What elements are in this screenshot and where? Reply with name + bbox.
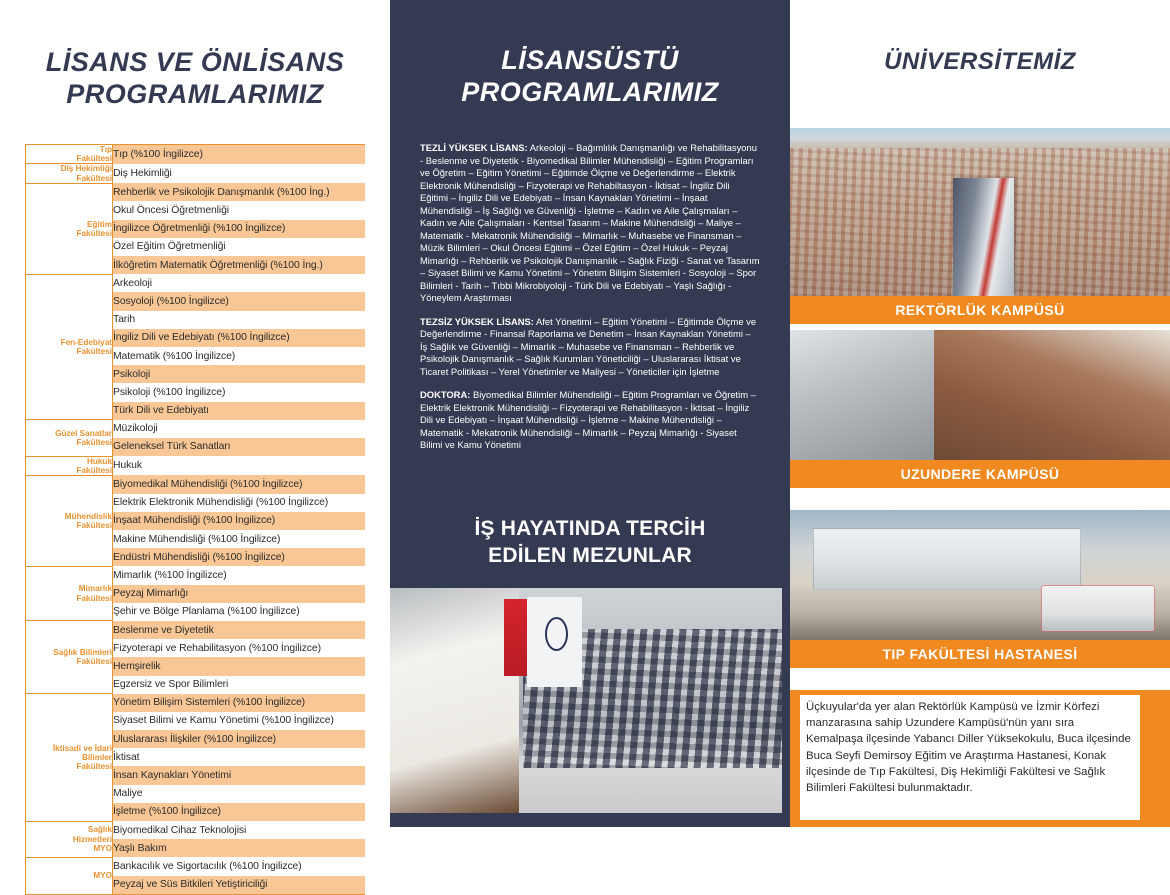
faculty-label-line: Mimarlık	[78, 584, 112, 594]
program-name-cell: Psikoloji	[113, 365, 366, 383]
table-row	[26, 857, 366, 875]
program-name-cell: Biyomedikal Cihaz Teknolojisi	[113, 824, 247, 836]
program-name-cell: Müzikoloji	[113, 423, 158, 435]
faculty-label	[26, 183, 113, 274]
right-column-title: ÜNİVERSİTEMİZ	[884, 48, 1076, 75]
faculty-label-line: Hizmetleri	[72, 834, 112, 844]
program-name-cell: Psikoloji (%100 İngilizce)	[113, 386, 226, 398]
program-name-cell: Rehberlik ve Psikolojik Danışmanlık (%100 İng.)	[113, 183, 366, 201]
faculty-label-line: Fakültesi	[76, 346, 112, 356]
photo-block-uzundere	[790, 330, 1170, 488]
program-name-cell: Peyzaj ve Süs Bitkileri Yetiştiriciliği	[113, 876, 366, 895]
program-name-cell: Şehir ve Bölge Planlama (%100 İngilizce)	[113, 606, 300, 618]
program-name-cell: Makine Mühendisliği (%100 İngilizce)	[113, 533, 281, 545]
faculty-label-line: Fakültesi	[76, 154, 112, 164]
tip-fakultesi-hastanesi-image	[790, 510, 1170, 640]
left-title-line2: PROGRAMLARIMIZ	[66, 78, 324, 109]
table-row	[26, 164, 366, 183]
faculty-label	[26, 621, 113, 694]
faculty-label-line: Fakültesi	[76, 228, 112, 238]
program-name-cell: Endüstri Mühendisliği (%100 İngilizce)	[113, 548, 366, 566]
faculty-label-line: Mühendislik	[64, 511, 112, 521]
campus-info-text: Üçkuyular'da yer alan Rektörlük Kampüsü ve İzmir Körfezi manzarasına sahip Uzundere Kampüsü'nün yanı sıra Kemalpaşa ilçesinde Yabancı Diller Yüksekokulu, Buca ilçesinde Buca Seyfi Demirsoy Eğitim ve Araştırma Hastanesi, Konak ilçesinde de Tıp Fakültesi, Diş Hekimliği Fakültesi ve Sağlık Bilimleri Fakültesi bulunmaktadır.	[800, 695, 1140, 820]
program-name-cell: Geleneksel Türk Sanatları	[113, 438, 366, 456]
university-banner-icon	[527, 597, 582, 687]
rektorluk-kampusu-caption: REKTÖRLÜK KAMPÜSÜ	[790, 296, 1170, 324]
program-name-cell: Bankacılık ve Sigortacılık (%100 İngilizce)	[113, 860, 302, 872]
right-column	[790, 0, 1170, 827]
middle-title-line2: PROGRAMLARIMIZ	[461, 77, 719, 108]
program-name-cell: Egzersiz ve Spor Bilimleri	[113, 679, 229, 691]
table-row	[26, 566, 366, 584]
program-name-cell: İngilizce Öğretmenliği (%100 İngilizce)	[113, 220, 366, 238]
program-name-cell: Arkeoloji	[113, 277, 152, 289]
middle-subtitle-line1: İŞ HAYATINDA TERCİH	[474, 517, 706, 540]
table-row	[26, 183, 366, 201]
table-row	[26, 420, 366, 438]
graduate-program-paragraph: TEZSİZ YÜKSEK LİSANS: Afet Yönetimi – Eğitim Yönetimi – Eğitimde Ölçme ve Değerlendirme - Finansal Raporlama ve Denetim – İnsan Kaynakları Yönetimi – İş Sağlık ve Güvenliği – Mimarlık – Muhasebe ve Finansman – Rehberlik ve Psikolojik Danışmanlık – Sağlık Kurumları Yöneticiliği – Uluslararası İktisat ve Ticaret Politikası – Yerel Yönetimler ve Maliyesi – Yöneticiler için İşletme	[420, 315, 757, 377]
faculty-label-line: İktisadi ve İdari	[52, 743, 112, 753]
programs-table-body	[26, 145, 366, 895]
faculty-label	[26, 274, 113, 420]
rektorluk-kampusu-image	[790, 128, 1170, 296]
program-name-cell: İnşaat Mühendisliği (%100 İngilizce)	[113, 512, 366, 530]
middle-title-line1: LİSANSÜSTÜ	[501, 45, 679, 75]
faculty-label-line: Fen-Edebiyat	[60, 337, 112, 347]
faculty-label-line: Fakültesi	[76, 437, 112, 447]
program-name-cell: İlköğretim Matematik Öğretmenliği (%100 İng.)	[113, 256, 366, 274]
program-name-cell: Beslenme ve Diyetetik	[113, 621, 366, 639]
faculty-label	[26, 694, 113, 821]
program-name-cell: İktisat	[113, 751, 140, 763]
faculty-label-line: Hukuk	[86, 456, 112, 466]
faculty-label-line: MYO	[93, 871, 112, 881]
program-name-cell: Özel Eğitim Öğretmenliği	[113, 241, 226, 253]
faculty-label-line: Diş Hekimliği	[60, 164, 112, 174]
program-name-cell: Yaşlı Bakım	[113, 839, 366, 857]
uzundere-kampusu-caption: UZUNDERE KAMPÜSÜ	[790, 460, 1170, 488]
program-name-cell: Diş Hekimliği	[113, 168, 172, 180]
table-row	[26, 274, 366, 292]
faculty-label-line: Fakültesi	[76, 465, 112, 475]
faculty-label-line: Fakültesi	[76, 761, 112, 771]
program-name-cell: Peyzaj Mimarlığı	[113, 585, 366, 603]
program-name-cell: İngiliz Dili ve Edebiyatı (%100 İngilizce)	[113, 329, 366, 347]
faculty-label	[26, 145, 113, 164]
program-name-cell: İşletme (%100 İngilizce)	[113, 803, 366, 821]
program-name-cell: Tarih	[113, 314, 136, 326]
faculty-label-line: MYO	[93, 843, 112, 853]
program-name-cell: Elektrik Elektronik Mühendisliği (%100 İngilizce)	[113, 497, 329, 509]
program-name-cell: Mimarlık (%100 İngilizce)	[113, 569, 227, 581]
program-name-cell: Türk Dili ve Edebiyatı	[113, 402, 366, 420]
program-name-cell: Sosyoloji (%100 İngilizce)	[113, 292, 366, 310]
table-row	[26, 621, 366, 639]
faculty-label-line: Fakültesi	[76, 173, 112, 183]
middle-subtitle-line2: EDİLEN MEZUNLAR	[488, 544, 692, 568]
program-name-cell: Yönetim Bilişim Sistemleri (%100 İngilizce)	[113, 694, 366, 712]
faculty-label-line: Tıp	[99, 145, 112, 154]
middle-column	[390, 0, 790, 827]
tip-fakultesi-hastanesi-caption: TIP FAKÜLTESİ HASTANESİ	[790, 640, 1170, 668]
table-row	[26, 145, 366, 164]
faculty-label-line: Eğitim	[86, 219, 112, 229]
program-name-cell: Okul Öncesi Öğretmenliği	[113, 205, 229, 217]
program-name-cell: Hemşirelik	[113, 657, 366, 675]
middle-subtitle	[410, 515, 770, 570]
program-name-cell: Maliye	[113, 788, 143, 800]
program-name-cell: Hukuk	[113, 460, 142, 472]
table-row	[26, 456, 366, 475]
faculty-label	[26, 857, 113, 894]
uzundere-kampusu-image	[790, 330, 1170, 460]
program-name-cell: Siyaset Bilimi ve Kamu Yönetimi (%100 İngilizce)	[113, 715, 334, 727]
middle-column-title	[412, 44, 768, 109]
graduate-program-label: TEZSİZ YÜKSEK LİSANS:	[420, 315, 534, 327]
faculty-label	[26, 821, 113, 857]
photo-block-hastane	[790, 510, 1170, 668]
program-name-cell: Fizyoterapi ve Rehabilitasyon (%100 İngilizce)	[113, 642, 321, 654]
faculty-label-line: Sağlık	[87, 825, 112, 835]
table-row	[26, 821, 366, 839]
left-title-line1: LİSANS VE ÖNLİSANS	[45, 47, 345, 77]
faculty-label-line: Fakültesi	[76, 657, 112, 667]
program-name-cell: İnsan Kaynakları Yönetimi	[113, 766, 366, 784]
left-column-title	[18, 47, 372, 111]
program-name-cell: Tıp (%100 İngilizce)	[113, 145, 366, 164]
program-name-cell: Biyomedikal Mühendisliği (%100 İngilizce)	[113, 475, 366, 493]
graduate-program-label: DOKTORA:	[420, 389, 471, 400]
faculty-label-line: Fakültesi	[76, 520, 112, 530]
left-column	[0, 0, 390, 891]
faculty-label	[26, 475, 113, 566]
faculty-label	[26, 566, 113, 621]
table-row	[26, 694, 366, 712]
program-name-cell: Matematik (%100 İngilizce)	[113, 350, 236, 362]
faculty-label	[26, 164, 113, 183]
graduation-ceremony-photo	[390, 588, 782, 813]
graduate-program-paragraph: TEZLİ YÜKSEK LİSANS: Arkeoloji – Bağımlılık Danışmanlığı ve Rehabilitasyonu - Beslenme ve Diyetetik - Biyomedikal Bilimler Mühendisliği – Eğitim Programları ve Öğretim – Eğitim Yönetimi – Eğitimde Ölçme ve Değerlendirme – Elektrik Elektronik Mühendisliği – Fizyoterapi ve Rehabiltasyon - İktisat – İngiliz Dili Eğitimi – İngiliz Dili ve Edebiyatı – İnsan Kaynakları Yönetimi – İnşaat Mühendisliği – İş Sağlığı ve Güvenliği - İşletme – Kadın ve Aile Çalışmaları – Kadın ve Aile Çalışmaları - Kentsel Tasarım – Makine Mühendisliği – Maliye – Matematik - Mekatronik Mühendisliği – Mimarlık – Muhasebe ve Finansman – Müzik Bilimleri – Okul Öncesi Eğitimi – Özel Eğitim – Özel Hukuk – Peyzaj Mimarlığı – Rehberlik ve Psikolojik Danışmanlık – Sağlık Fiziği - Sanat ve Tasarım – Siyaset Bilimi ve Kamu Yönetimi – Yönetim Bilişim Sistemleri - Sosyoloji – Spor Bilimleri - Tarih – Tıbbi Mikrobiyoloji - Türk Dili ve Edebiyatı – Yaşlı Sağlığı - Yöneylem Araştırması	[420, 142, 760, 303]
faculty-label-line: Sağlık Bilimleri	[53, 648, 112, 658]
undergraduate-programs-table	[25, 144, 365, 895]
photo-block-rektorluk	[790, 128, 1170, 324]
turkish-flag-icon	[504, 599, 528, 676]
campus-info-box	[790, 690, 1170, 827]
faculty-label-line: Bilimler	[81, 752, 112, 762]
graduate-programs-text	[420, 142, 760, 463]
graduate-program-paragraph: DOKTORA: Biyomedikal Bilimler Mühendisliği – Eğitim Programları ve Öğretim – Elektrik Elektronik Mühendisliği – Fizyoterapi ve Rehabilitasyon - İktisat – İngiliz Dili ve Edebiyatı – İnşaat Mühendisliği – İşletme – Makine Mühendisliği – Matematik - Mekatronik Mühendisliği – Mimarlık – Peyzaj Mimarlığı - Siyaset Bilimi ve Kamu Yönetimi	[420, 389, 756, 450]
graduation-photo-image	[390, 588, 782, 813]
faculty-label-line: Güzel Sanatlar	[55, 428, 112, 438]
program-name-cell: Uluslararası İlişkiler (%100 İngilizce)	[113, 730, 366, 748]
faculty-label-line: Fakültesi	[76, 593, 112, 603]
faculty-label	[26, 456, 113, 475]
graduate-program-label: TEZLİ YÜKSEK LİSANS:	[420, 142, 528, 153]
table-row	[26, 475, 366, 493]
faculty-label	[26, 420, 113, 456]
